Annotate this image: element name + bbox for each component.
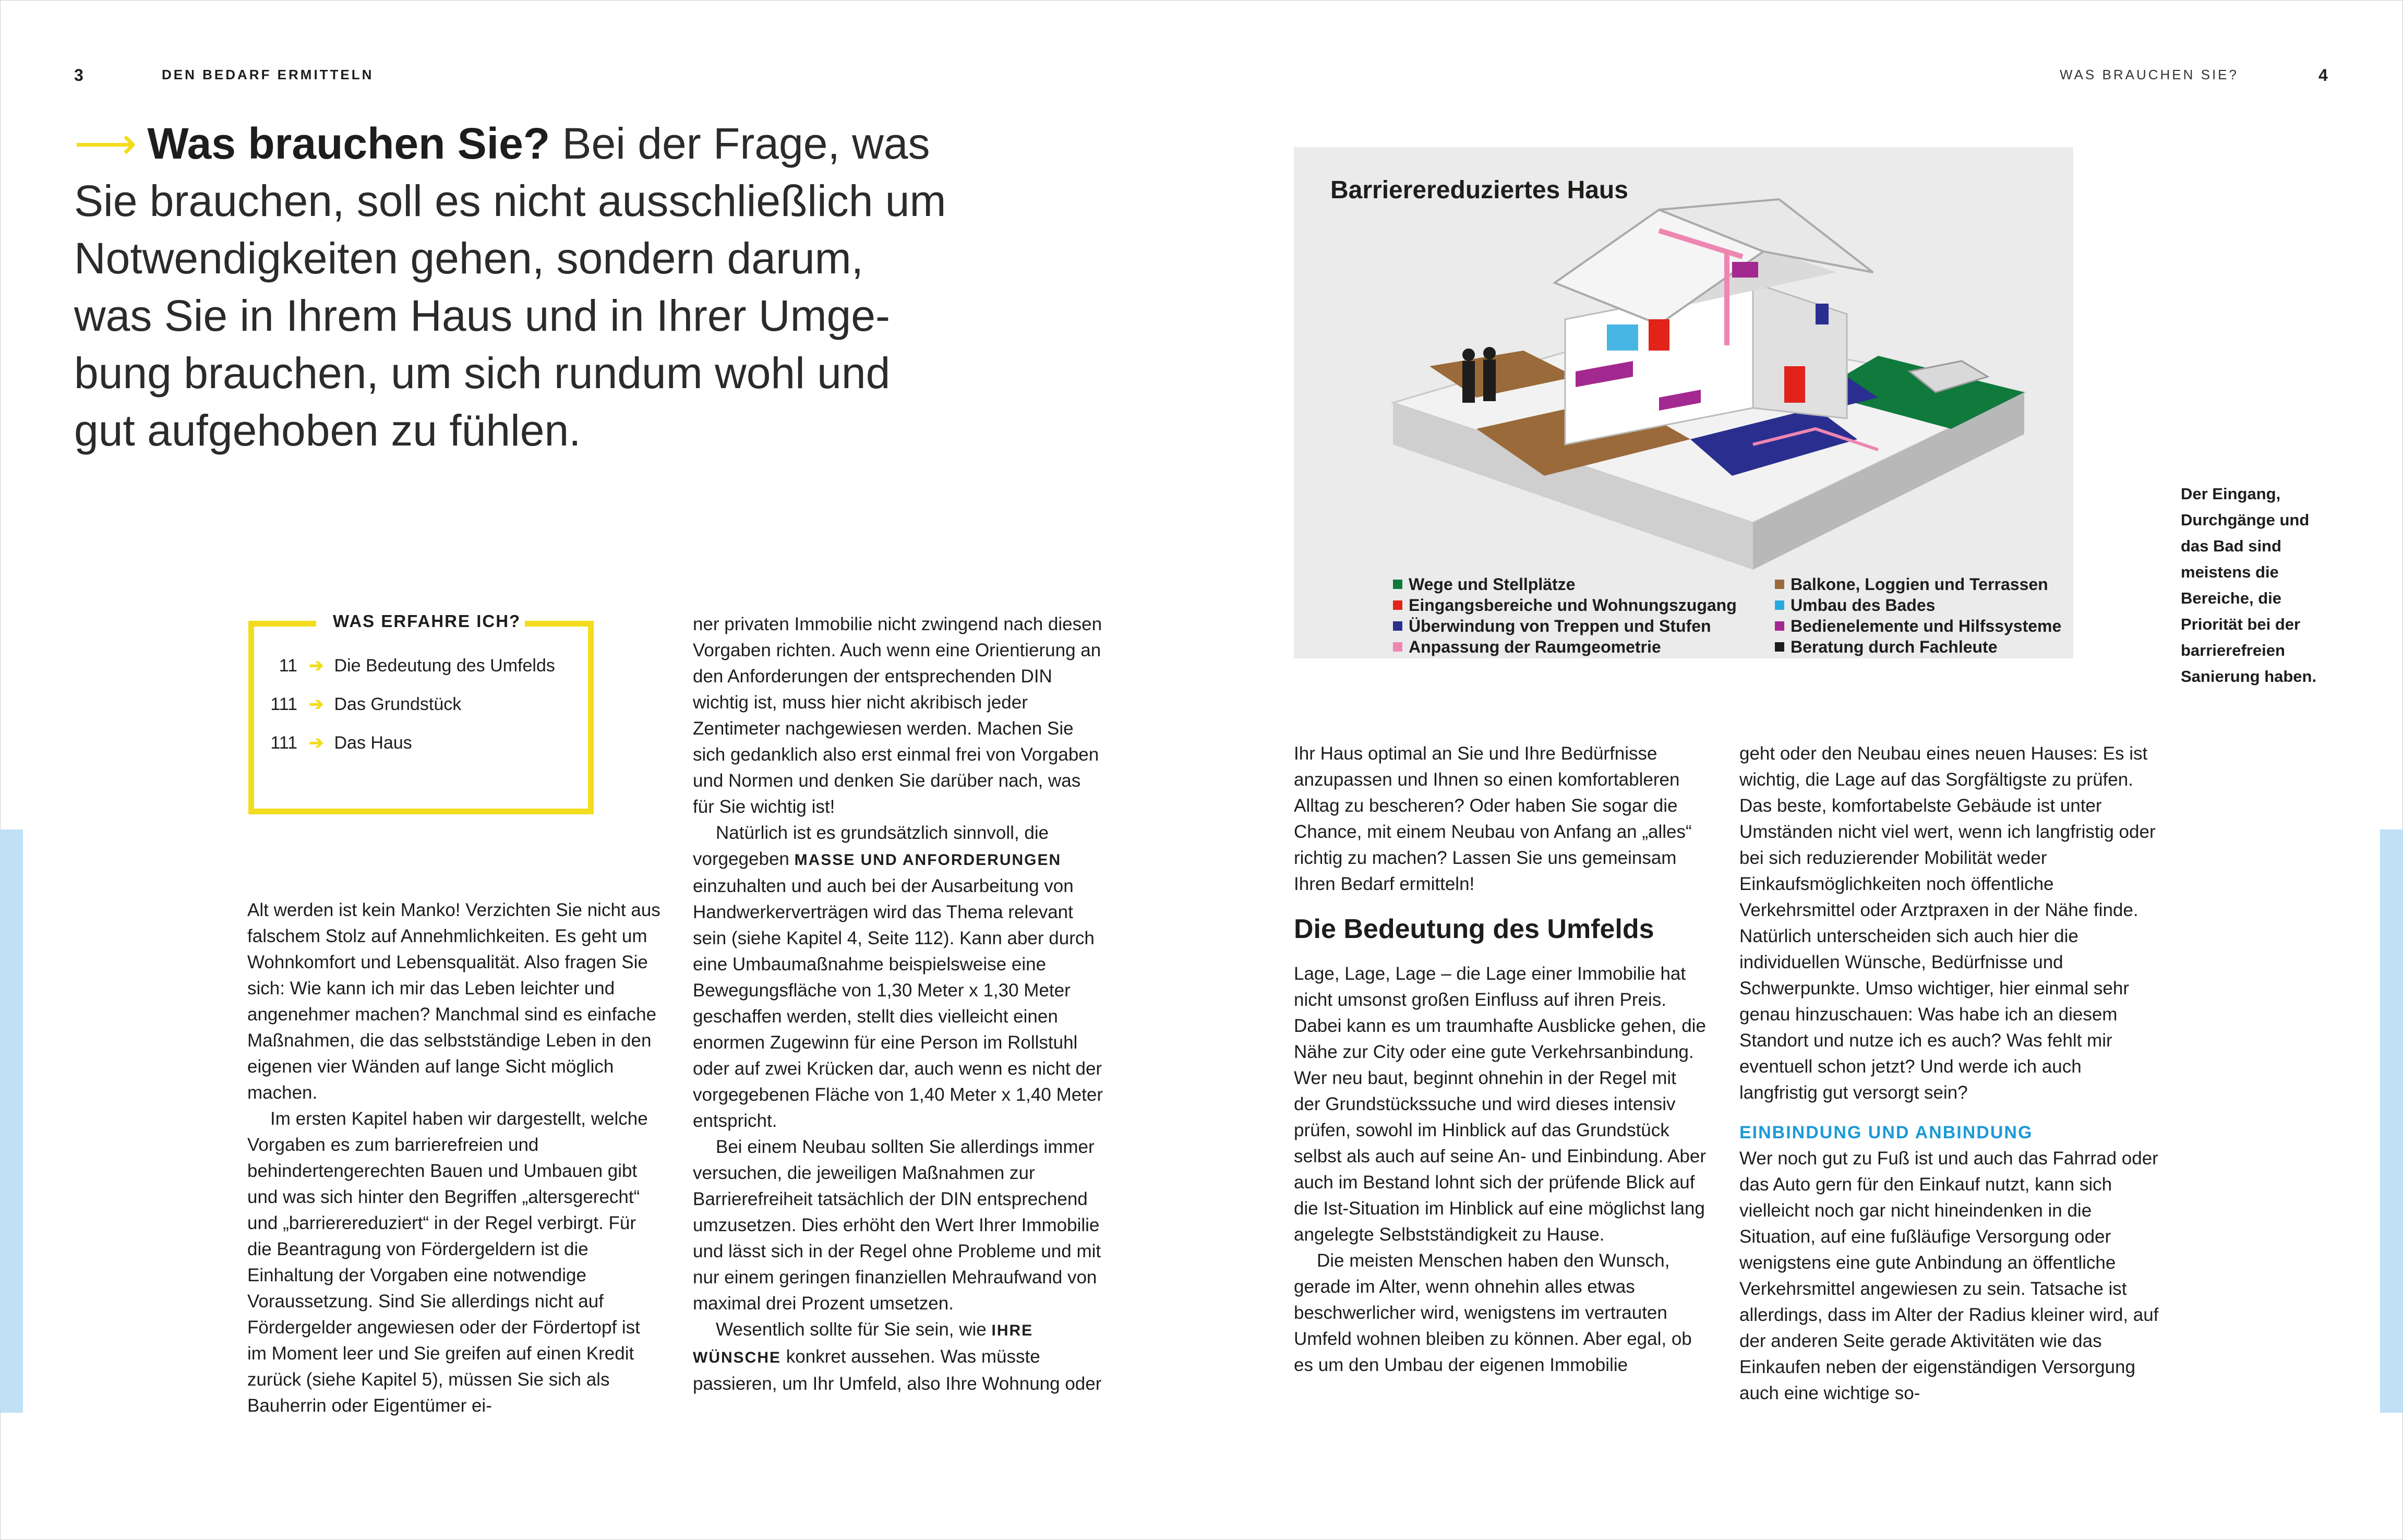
info-box-page: 111 bbox=[270, 732, 297, 753]
info-box-item[interactable] bbox=[266, 655, 555, 676]
person bbox=[1483, 347, 1496, 359]
house-illustration bbox=[1294, 147, 2073, 658]
info-box-border bbox=[525, 621, 588, 627]
legend-label: Überwindung von Treppen und Stufen bbox=[1409, 617, 1711, 635]
section-heading: Die Bedeutung des Umfelds bbox=[1294, 914, 1654, 944]
intro-text bbox=[74, 115, 1055, 459]
intro-line: bung brauchen, um sich rundum wohl und bbox=[74, 348, 891, 398]
info-box-title: WAS ERFAHRE ICH? bbox=[333, 611, 521, 631]
subsection-heading: EINBINDUNG UND ANBINDUNG bbox=[1739, 1123, 2033, 1142]
body-column-1 bbox=[247, 897, 660, 1419]
paragraph: Lage, Lage, Lage – die Lage einer Immobilie hat nicht umsonst großen Einfluss auf ihren Preis. Dabei kann es um traumhafte Ausblicke gehen, die Nähe zur City oder eine gute Verkehrsanbindung. Wer neu baut, beginnt ohnehin in der Regel mit der Grundstückssuche und wird dieses intensiv prüfen, sowohl im Hinblick auf das Grundstück selbst als auch auf seine An- und Einbindung. Aber auch im Bestand lohnt sich der prüfende Blick auf die Ist-Situation im Hinblick auf eine möglichst lang angelegte Selbstständigkeit zu Hause. bbox=[1294, 964, 1706, 1245]
balcony-railing bbox=[1732, 262, 1758, 278]
info-box-label: Die Bedeutung des Umfelds bbox=[334, 655, 555, 676]
legend-swatch bbox=[1775, 642, 1784, 652]
legend-swatch bbox=[1393, 600, 1402, 610]
info-box-label: Das Haus bbox=[334, 732, 412, 753]
intro-line: gut aufgehoben zu fühlen. bbox=[74, 406, 581, 455]
person bbox=[1462, 348, 1475, 361]
legend-swatch bbox=[1775, 580, 1784, 589]
legend-item bbox=[1775, 574, 2061, 595]
legend-label: Bedienelemente und Hilfssysteme bbox=[1791, 617, 2062, 635]
paragraph: Alt werden ist kein Manko! Verzichten Sie nicht aus falschem Stolz auf Annehmlichkeiten. Es geht um Wohnkomfort und Lebensqualität. Also fragen Sie sich: Wie kann ich mir das Leben leichter und angenehmer machen? Manchmal sind es einfache Maßnahmen, die das selbstständige Leben in den eigenen vier Wänden auf lange Sicht möglich machen. bbox=[247, 900, 660, 1103]
text-run: konkret aussehen. Was müsste passieren, um Ihr Umfeld, also Ihre Wohnung oder bbox=[693, 1346, 1102, 1394]
paragraph bbox=[693, 820, 1106, 1134]
illustration-title: Barrierereduziertes Haus bbox=[1330, 176, 1628, 204]
legend-left bbox=[1393, 574, 1737, 657]
entrance-door bbox=[1649, 319, 1669, 351]
intro-lead: Was brauchen Sie? bbox=[147, 119, 550, 168]
left-folio: 3 bbox=[74, 66, 84, 85]
legend-item bbox=[1393, 574, 1737, 595]
paragraph: Ihr Haus optimal an Sie und Ihre Bedürfnisse anzupassen und Ihnen so einen komfortableren Alltag zu bescheren? Oder haben Sie sogar die Chance, mit einem Neubau von Anfang an „alles“ richtig zu machen? Lassen Sie uns gemeinsam Ihren Bedarf ermitteln! bbox=[1294, 743, 1692, 894]
body-column-2 bbox=[693, 611, 1106, 1397]
info-box-label: Das Grundstück bbox=[334, 694, 462, 714]
arrow-right-icon: ➔ bbox=[309, 694, 324, 714]
info-box-page: 111 bbox=[270, 694, 297, 714]
small-caps-term: MASSE UND ANFORDERUNGEN bbox=[794, 851, 1062, 869]
legend-swatch bbox=[1393, 580, 1402, 589]
body-column-3 bbox=[1294, 741, 1707, 1378]
person bbox=[1483, 359, 1496, 401]
legend-item bbox=[1775, 616, 2061, 636]
intro-line: Sie brauchen, soll es nicht ausschließlich um bbox=[74, 176, 946, 225]
info-box-border bbox=[248, 621, 316, 627]
info-box-item[interactable] bbox=[266, 732, 412, 753]
left-running-head: DEN BEDARF ERMITTELN bbox=[162, 67, 374, 82]
legend-item bbox=[1393, 595, 1737, 616]
arrow-right-icon: ➔ bbox=[309, 733, 324, 753]
illustration-caption: Der Eingang, Durchgänge und das Bad sind meistens die Bereiche, die Priorität bei der barrierefreien Sanierung haben. bbox=[2181, 485, 2317, 685]
legend-item bbox=[1393, 616, 1737, 636]
person bbox=[1462, 361, 1475, 403]
paragraph: Bei einem Neubau sollten Sie allerdings immer versuchen, die jeweiligen Maßnahmen zur Barrierefreiheit tatsächlich der DIN entsprechend umzusetzen. Dies erhöht den Wert Ihrer Immobilie und lässt sich in der Regel ohne Probleme und mit nur einem geringen finanziellen Mehraufwand von maximal drei Prozent umsetzen. bbox=[693, 1137, 1101, 1314]
legend-swatch bbox=[1393, 642, 1402, 652]
intro-line: Notwendigkeiten gehen, sondern darum, bbox=[74, 234, 863, 283]
text-run: Wesentlich sollte für Sie sein, wie bbox=[716, 1319, 987, 1340]
legend-label: Umbau des Bades bbox=[1791, 596, 1936, 615]
legend-label: Wege und Stellplätze bbox=[1409, 575, 1576, 594]
small-caps-term: IHRE WÜNSCHE bbox=[693, 1322, 1034, 1366]
body-column-4 bbox=[1739, 741, 2162, 1406]
left-edge-tab bbox=[0, 829, 23, 1413]
right-folio: 4 bbox=[2318, 66, 2328, 85]
info-box-item[interactable] bbox=[266, 694, 461, 715]
intro-line: was Sie in Ihrem Haus und in Ihrer Umge- bbox=[74, 291, 890, 340]
paragraph: geht oder den Neubau eines neuen Hauses: Es ist wichtig, die Lage auf das Sorgfältigste zu prüfen. Das beste, komfortabelste Gebäude ist unter Umständen nicht viel wert, wenn ich langfristig oder bei sich reduzierender Mobilität weder Einkaufsmöglichkeiten noch öffentliche Verkehrsmittel oder Arztpraxen in der Nähe finde. Natürlich unterscheiden sich auch hier die individuellen Wünsche, Bedürfnisse und Schwerpunkte. Umso wichtiger, hier einmal sehr genau hinzuschauen: Was habe ich an diesem Standort und nutze ich es auch? Was fehlt mir eventuell schon jetzt? Und werde ich auch langfristig gut versorgt sein? bbox=[1739, 743, 2156, 1103]
legend-label: Balkone, Loggien und Terrassen bbox=[1791, 575, 2048, 594]
text-run: Natürlich ist es grundsätzlich sinnvoll, die vorgegeben bbox=[693, 823, 1049, 869]
paragraph bbox=[693, 1317, 1106, 1397]
legend-label: Eingangsbereiche und Wohnungszugang bbox=[1409, 596, 1737, 615]
legend-item bbox=[1775, 636, 2061, 657]
paragraph: Wer noch gut zu Fuß ist und auch das Fahrrad oder das Auto gern für den Einkauf nutzt, kann sich vielleicht noch gar nicht hineindenken in die Situation, auf eine fußläufige Versorgung oder wenigstens eine gute Anbindung an öffentliche Verkehrsmittel angewiesen zu sein. Tatsache ist allerdings, dass im Alter der Radius kleiner wird, auf der anderen Seite gerade Aktivitäten wie das Einkaufen neben der eigenständigen Versorgung auch eine wichtige so- bbox=[1739, 1148, 2159, 1403]
paragraph: Im ersten Kapitel haben wir dargestellt, welche Vorgaben es zum barrierefreien und behindertengerechten Bauen und Umbauen gibt und was sich hinter den Begriffen „altersgerecht“ und „barrierereduziert“ in der Regel verbirgt. Für die Beantragung von Fördergeldern ist die Einhaltung der Vorgaben eine notwendige Voraussetzung. Sind Sie allerdings nicht auf Fördergelder angewiesen oder der Fördertopf ist im Moment leer und Sie greifen auf einen Kredit zurück (siehe Kapitel 5), müssen Sie sich als Bauherrin oder Eigentümer ei- bbox=[247, 1109, 648, 1416]
legend-swatch bbox=[1775, 621, 1784, 631]
intro-line: Bei der Frage, was bbox=[562, 119, 930, 168]
window bbox=[1816, 304, 1829, 324]
right-edge-tab bbox=[2380, 829, 2403, 1413]
text-run: einzuhalten und auch bei der Ausarbeitung von Handwerkerverträgen wird das Thema relevant sein (siehe Kapitel 4, Seite 112). Kann aber durch eine Umbaumaßnahme beispielsweise eine Bewegungsfläche von 1,30 Meter x 1,30 Meter geschaffen werden, stellt dies vielleicht einen enormen Zugewinn für eine Person im Rollstuhl oder auf zwei Krücken dar, auch wenn es nicht der vorgegebenen Fläche von 1,40 Meter x 1,40 Meter entspricht. bbox=[693, 876, 1103, 1131]
paragraph: Die meisten Menschen haben den Wunsch, gerade im Alter, wenn ohnehin alles etwas beschwerlicher wird, wenigstens im vertrauten Umfeld wohnen bleiben zu können. Aber egal, ob es um den Umbau der eigenen Immobilie bbox=[1294, 1250, 1692, 1375]
legend-right bbox=[1775, 574, 2061, 657]
paragraph: ner privaten Immobilie nicht zwingend nach diesen Vorgaben richten. Auch wenn eine Orientierung an den Anforderungen der entsprechenden DIN wichtig ist, muss hier nicht akribisch jeder Zentimeter nachgewiesen werden. Machen Sie sich gedanklich also erst einmal frei von Vorgaben und Normen und denken Sie darüber nach, was für Sie wichtig ist! bbox=[693, 614, 1102, 817]
entrance-door bbox=[1784, 366, 1805, 403]
arrow-right-icon: ➔ bbox=[309, 656, 324, 676]
legend-item bbox=[1775, 595, 2061, 616]
bathroom bbox=[1607, 324, 1638, 351]
legend-swatch bbox=[1393, 621, 1402, 631]
info-box-page: 11 bbox=[279, 655, 297, 676]
legend-label: Anpassung der Raumgeometrie bbox=[1409, 637, 1661, 656]
info-box bbox=[248, 621, 594, 814]
arrow-right-icon: ⟶ bbox=[74, 119, 137, 168]
legend-label: Beratung durch Fachleute bbox=[1791, 637, 1998, 656]
right-running-head: WAS BRAUCHEN SIE? bbox=[2060, 67, 2239, 82]
legend-item bbox=[1393, 636, 1737, 657]
legend-swatch bbox=[1775, 600, 1784, 610]
